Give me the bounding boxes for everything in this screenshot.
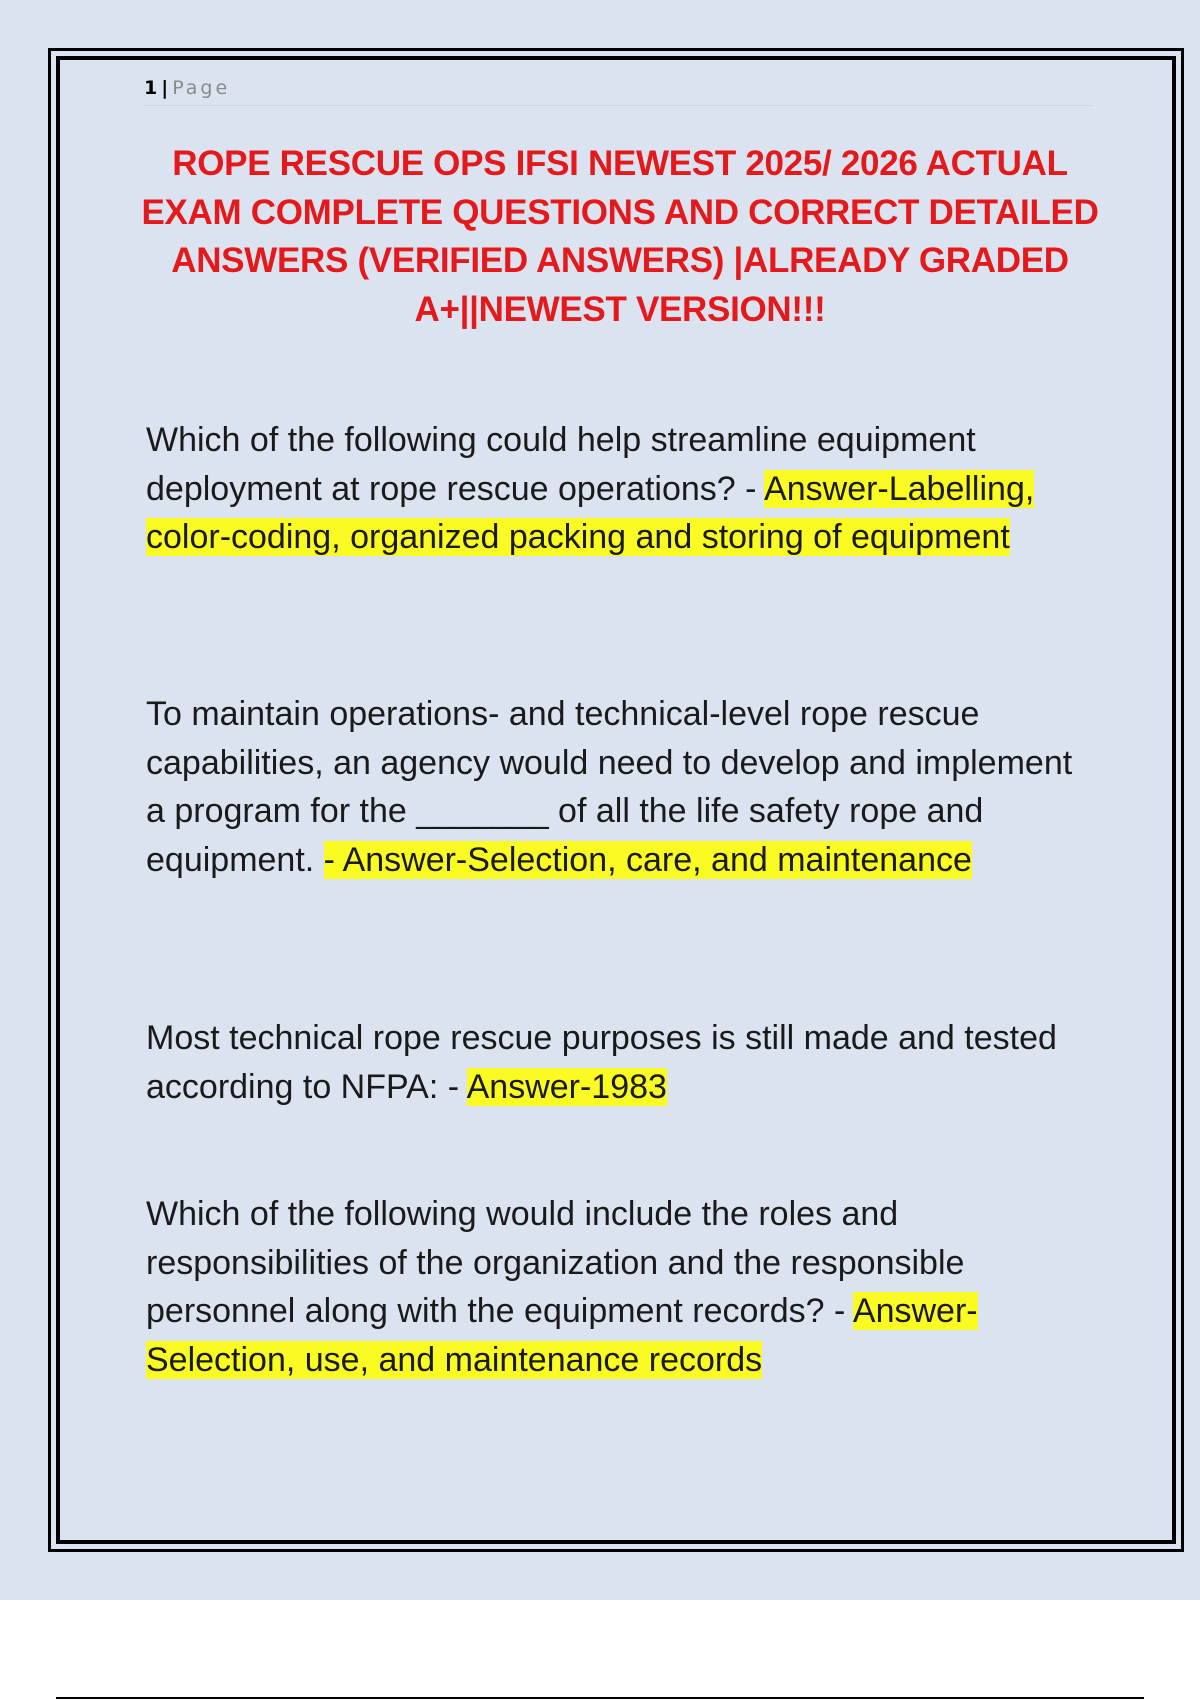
page-label: Page — [172, 77, 231, 99]
question-text: Which of the following could help streamline equipment deployment at rope rescue operations? - — [146, 421, 976, 508]
qa-item — [146, 1014, 1081, 1111]
qa-item — [146, 1190, 1081, 1384]
document-title: ROPE RESCUE OPS IFSI NEWEST 2025/ 2026 ACTUAL EXAM COMPLETE QUESTIONS AND CORRECT DETAILED ANSWERS (VERIFIED ANSWERS) |ALREADY GRADED A+||NEWEST VERSION!!! — [141, 144, 1099, 329]
page-number: 1 — [144, 77, 158, 99]
answer-text: Answer-Labelling, color-coding, organized packing and storing of equipment — [146, 469, 1035, 556]
footer-divider — [56, 1697, 1144, 1699]
answer-text: Answer-Selection, use, and maintenance records — [146, 1292, 978, 1379]
qa-item — [146, 416, 1081, 562]
qa-item — [146, 690, 1081, 884]
page-number-separator: | — [161, 77, 169, 99]
answer-text: - Answer-Selection, care, and maintenance — [323, 840, 972, 879]
answer-text: Answer-1983 — [466, 1067, 667, 1106]
question-text: Most technical rope rescue purposes is still made and tested according to NFPA: - — [146, 1019, 1057, 1106]
page-header — [144, 76, 1094, 106]
question-text: To maintain operations- and technical-level rope rescue capabilities, an agency would need to develop and implement a program for the _______ of all the life safety rope and equipment. — [146, 695, 1073, 879]
question-text: Which of the following would include the roles and responsibilities of the organization and the responsible personnel along with the equipment records? - — [146, 1195, 965, 1330]
